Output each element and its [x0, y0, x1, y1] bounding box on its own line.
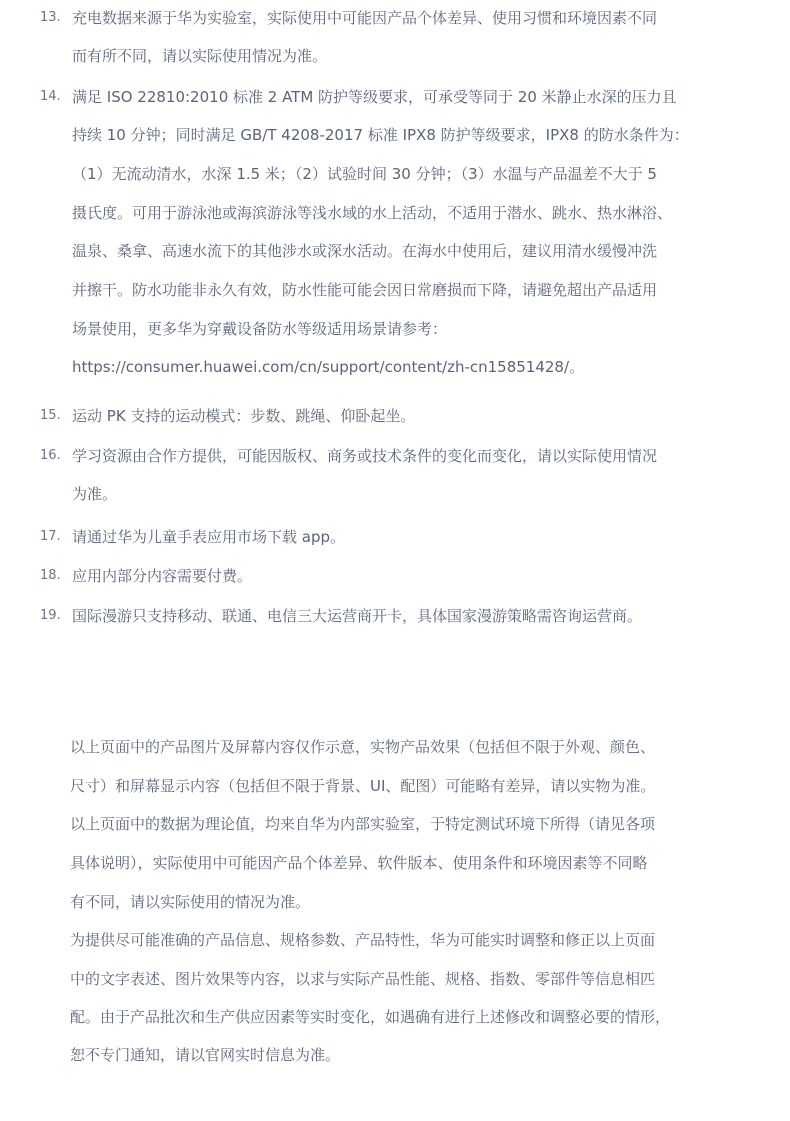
footnote-line: 充电数据来源于华为实验室，实际使用中可能因产品个体差异、使用习惯和环境因素不同 — [72, 9, 658, 27]
footnote-line: 满足 ISO 22810:2010 标准 2 ATM 防护等级要求，可承受等同于 20 米静止水深的压力且 — [72, 88, 677, 106]
footnote-number: 16. — [40, 448, 61, 463]
disclaimer-line: 恕不专门通知，请以官网实时信息为准。 — [70, 1046, 341, 1064]
footnote-number: 13. — [40, 10, 61, 25]
footnote-line: 温泉、桑拿、高速水流下的其他涉水或深水活动。在海水中使用后，建议用清水缓慢冲洗 — [72, 242, 658, 260]
disclaimer-line: 以上页面中的产品图片及屏幕内容仅作示意，实物产品效果（包括但不限于外观、颜色、 — [70, 738, 656, 756]
footnote-line: （1）无流动清水，水深 1.5 米；（2）试验时间 30 分钟；（3）水温与产品温差不大于 5 — [72, 165, 657, 183]
footnote-number: 19. — [40, 608, 61, 623]
footnote-line: 为准。 — [72, 485, 118, 503]
footnote-line: 运动 PK 支持的运动模式：步数、跳绳、仰卧起坐。 — [72, 407, 416, 425]
footnote-line: 请通过华为儿童手表应用市场下载 app。 — [72, 528, 346, 546]
footnote-number: 18. — [40, 568, 61, 583]
footnote-line: 并擦干。防水功能非永久有效，防水性能可能会因日常磨损而下降，请避免超出产品适用 — [72, 281, 658, 299]
disclaimer-line: 尺寸）和屏幕显示内容（包括但不限于背景、UI、配图）可能略有差异，请以实物为准。 — [70, 777, 656, 795]
footnote-link: https://consumer.huawei.com/cn/support/content/zh-cn15851428/。 — [72, 358, 585, 376]
disclaimer-line: 以上页面中的数据为理论值，均来自华为内部实验室，于特定测试环境下所得（请见各项 — [70, 815, 656, 833]
footnote-number: 15. — [40, 408, 61, 423]
footnote-line: 应用内部分内容需要付费。 — [72, 567, 253, 585]
footnote-line: 摄氏度。可用于游泳池或海滨游泳等浅水域的水上活动，不适用于潜水、跳水、热水淋浴、 — [72, 204, 673, 222]
footnote-line: 持续 10 分钟；同时满足 GB/T 4208-2017 标准 IPX8 防护等级要求，IPX8 的防水条件为： — [72, 126, 689, 144]
footnote-line: 而有所不同，请以实际使用情况为准。 — [72, 47, 328, 65]
footnote-number: 14. — [40, 89, 61, 104]
disclaimer-line: 中的文字表述、图片效果等内容，以求与实际产品性能、规格、指数、零部件等信息相匹 — [70, 970, 656, 988]
disclaimer-line: 具体说明），实际使用中可能因产品个体差异、软件版本、使用条件和环境因素等不同略 — [70, 854, 648, 872]
disclaimer-line: 有不同，请以实际使用的情况为准。 — [70, 893, 311, 911]
disclaimer-line: 配。由于产品批次和生产供应因素等实时变化，如遇确有进行上述修改和调整必要的情形， — [70, 1008, 671, 1026]
footnote-number: 17. — [40, 529, 61, 544]
footnote-line: 国际漫游只支持移动、联通、电信三大运营商开卡，具体国家漫游策略需咨询运营商。 — [72, 607, 643, 625]
disclaimer-line: 为提供尽可能准确的产品信息、规格参数、产品特性，华为可能实时调整和修正以上页面 — [70, 931, 656, 949]
footnote-line: 学习资源由合作方提供，可能因版权、商务或技术条件的变化而变化，请以实际使用情况 — [72, 447, 658, 465]
footnote-line: 场景使用，更多华为穿戴设备防水等级适用场景请参考： — [72, 320, 448, 338]
